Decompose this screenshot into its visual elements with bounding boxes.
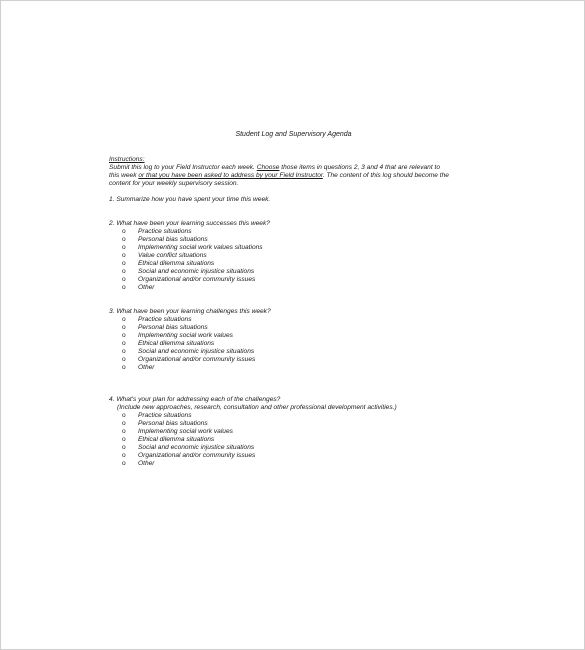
list-item: o Ethical dilemma situations	[122, 340, 215, 347]
bullet: o	[122, 276, 126, 283]
instructions-line-2	[109, 172, 479, 180]
list-item: o Organizational and/or community issues	[122, 276, 256, 283]
list-item: o Ethical dilemma situations	[122, 260, 215, 267]
bullet: o	[122, 356, 126, 363]
instructions-asked-to-address: or that you have been asked to address by your Field Instructor	[138, 172, 323, 179]
document-body	[109, 156, 479, 468]
list-item: o Practice situations	[122, 316, 192, 323]
bullet: o	[122, 324, 126, 331]
instructions-heading: Instructions:	[109, 156, 145, 163]
instructions-line-2-part-a: this week	[109, 172, 139, 179]
list-item: o Personal bias situations	[122, 236, 208, 243]
instructions-line-3: content for your weekly supervisory session.	[109, 180, 239, 187]
list-item: o Practice situations	[122, 412, 192, 419]
instructions-line-2-part-c: . The content of this log should become the	[322, 172, 449, 179]
list-item: o Ethical dilemma situations	[122, 436, 215, 443]
list-item: o Value conflict situations	[122, 252, 207, 259]
list-item: o Social and economic injustice situations	[122, 444, 255, 451]
bullet: o	[122, 268, 126, 275]
list-item: o Personal bias situations	[122, 324, 208, 331]
list-item: o Organizational and/or community issues	[122, 452, 256, 459]
bullet: o	[122, 252, 126, 259]
instructions-choose: Choose	[256, 164, 280, 171]
question-3-list	[109, 316, 479, 372]
bullet: o	[122, 348, 126, 355]
question-1: 1. Summarize how you have spent your time this week.	[109, 196, 271, 203]
bullet: o	[122, 364, 126, 371]
bullet: o	[122, 228, 126, 235]
instructions-line-1	[109, 164, 479, 172]
bullet: o	[122, 460, 126, 467]
question-4-subtext: (Include new approaches, research, consultation and other professional development activities.)	[117, 404, 397, 411]
bullet: o	[122, 244, 126, 251]
bullet: o	[122, 316, 126, 323]
question-4: 4. What's your plan for addressing each of the challenges?	[109, 396, 281, 403]
bullet: o	[122, 284, 126, 291]
bullet: o	[122, 444, 126, 451]
list-item: o Other	[122, 284, 155, 291]
bullet: o	[122, 412, 126, 419]
bullet: o	[122, 452, 126, 459]
list-item: o Other	[122, 364, 155, 371]
list-item: o Implementing social work values situations	[122, 244, 263, 251]
list-item: o Other	[122, 460, 155, 467]
instructions-line-1-part-c: those items in questions 2, 3 and 4 that are relevant to	[279, 164, 440, 171]
bullet: o	[122, 332, 126, 339]
list-item: o Implementing social work values	[122, 332, 233, 339]
list-item: o Social and economic injustice situations	[122, 268, 255, 275]
list-item: o Organizational and/or community issues	[122, 356, 256, 363]
instructions-line-1-part-a: Submit this log to your Field Instructor each week.	[109, 164, 257, 171]
bullet: o	[122, 260, 126, 267]
list-item: o Practice situations	[122, 228, 192, 235]
bullet: o	[122, 420, 126, 427]
document-title: Student Log and Supervisory Agenda	[235, 131, 352, 138]
bullet: o	[122, 236, 126, 243]
list-item: o Implementing social work values	[122, 428, 233, 435]
question-2: 2. What have been your learning successes this week?	[109, 220, 270, 227]
question-3: 3. What have been your learning challenges this week?	[109, 308, 271, 315]
bullet: o	[122, 340, 126, 347]
list-item: o Social and economic injustice situations	[122, 348, 255, 355]
question-2-list	[109, 228, 479, 292]
list-item: o Personal bias situations	[122, 420, 208, 427]
bullet: o	[122, 428, 126, 435]
bullet: o	[122, 436, 126, 443]
question-4-list	[109, 412, 479, 468]
